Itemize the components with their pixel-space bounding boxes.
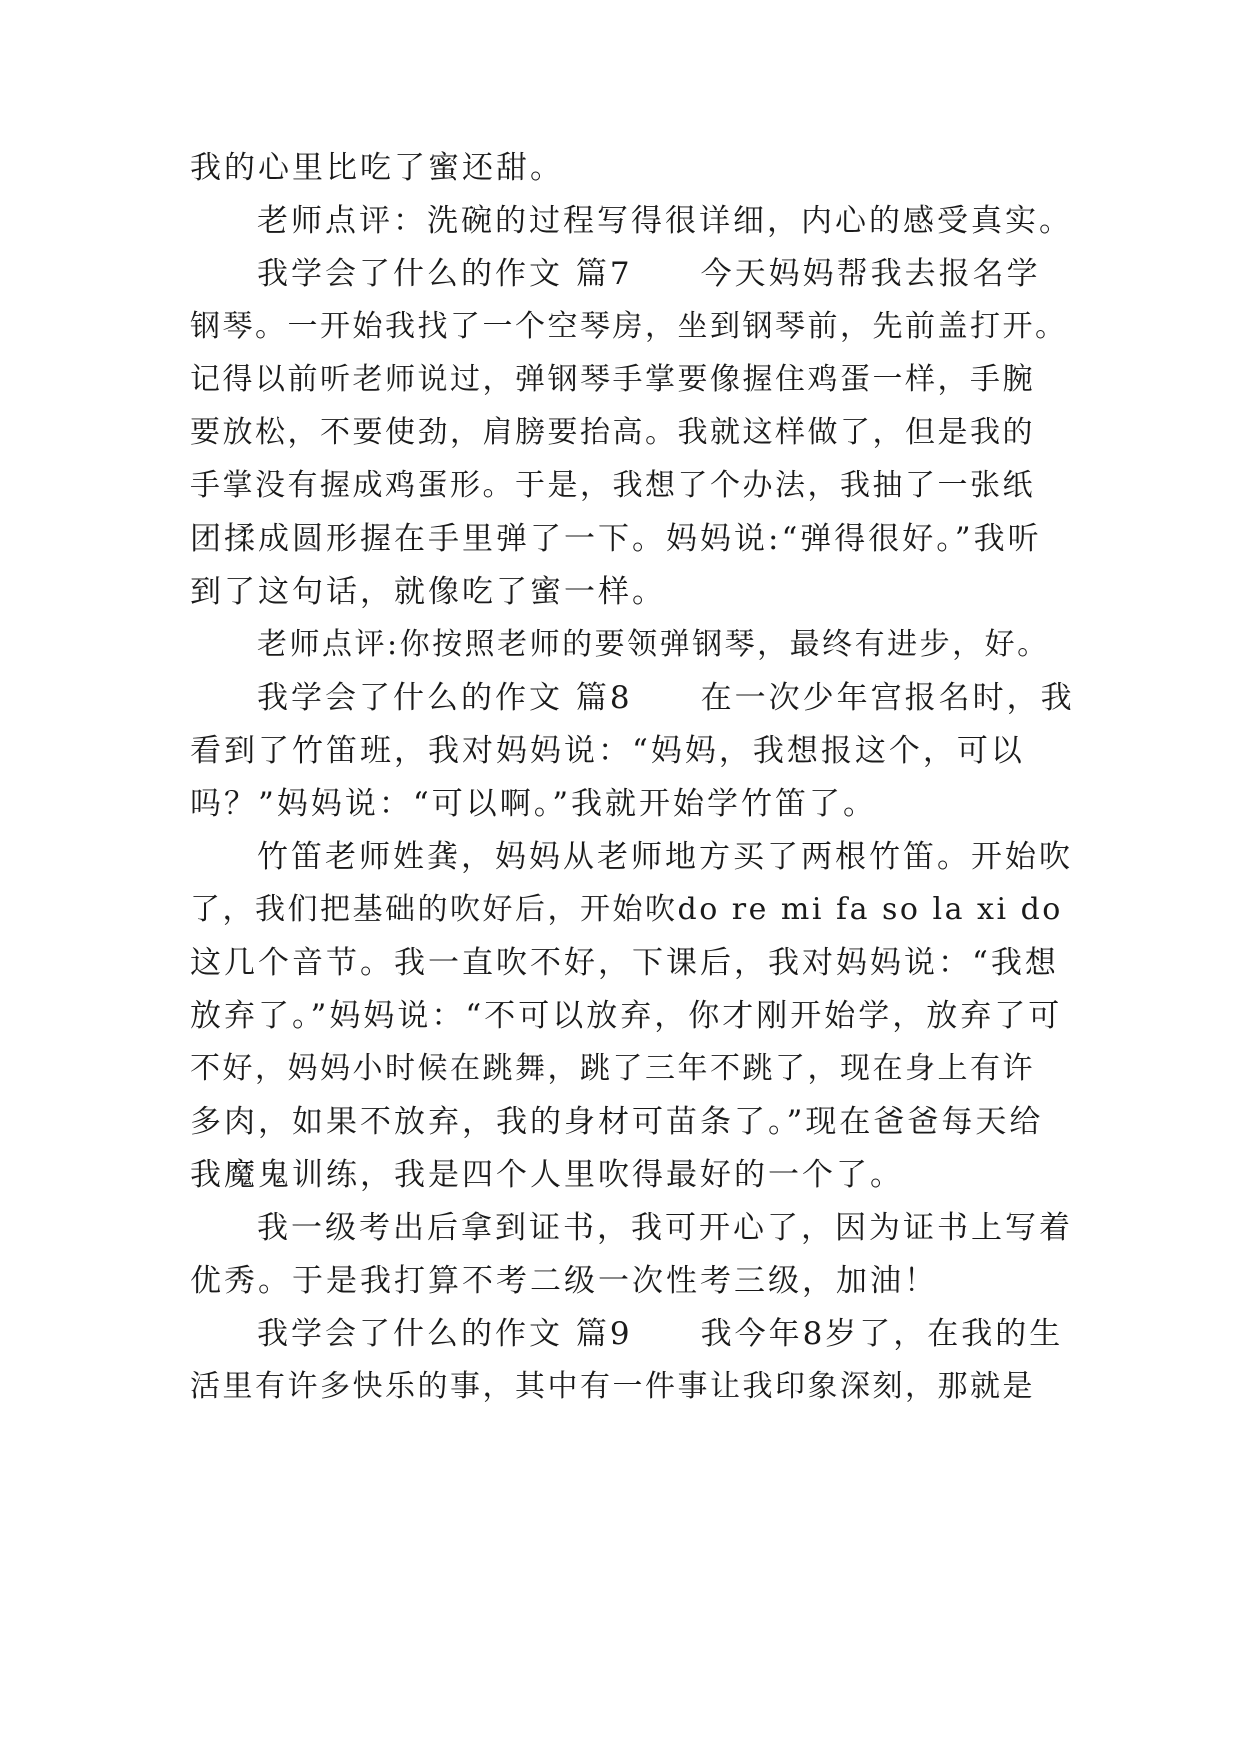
text-line: 老师点评：洗碗的过程写得很详细，内心的感受真实。 — [257, 203, 1073, 239]
text-line: 我魔鬼训练，我是四个人里吹得最好的一个了。 — [190, 1157, 904, 1193]
text-line: 我的心里比吃了蜜还甜。 — [190, 150, 564, 186]
text-line: 活里有许多快乐的事，其中有一件事让我印象深刻，那就是 — [190, 1369, 1035, 1404]
text-line: 到了这句话，就像吃了蜜一样。 — [190, 574, 666, 610]
text-line: 了，我们把基础的吹好后，开始吹do re mi fa so la xi do — [190, 892, 1063, 927]
text-line: 看到了竹笛班，我对妈妈说：“妈妈，我想报这个，可以 — [190, 733, 1025, 769]
text-line: 手掌没有握成鸡蛋形。于是，我想了个办法，我抽了一张纸 — [190, 468, 1035, 503]
text-line: 吗？”妈妈说：“可以啊。”我就开始学竹笛了。 — [190, 786, 878, 822]
text-line: 优秀。于是我打算不考二级一次性考三级，加油！ — [190, 1263, 938, 1299]
text-line: 多肉，如果不放弃，我的身材可苗条了。”现在爸爸每天给 — [190, 1104, 1044, 1140]
text-line: 我学会了什么的作文 篇9 我今年8岁了，在我的生 — [257, 1316, 1064, 1352]
text-line: 竹笛老师姓龚，妈妈从老师地方买了两根竹笛。开始吹 — [257, 839, 1073, 875]
text-line: 我学会了什么的作文 篇7 今天妈妈帮我去报名学 — [257, 256, 1041, 292]
text-line: 这几个音节。我一直吹不好，下课后，我对妈妈说：“我想 — [190, 945, 1059, 981]
text-line: 记得以前听老师说过，弹钢琴手掌要像握住鸡蛋一样，手腕 — [190, 362, 1035, 397]
text-line: 我一级考出后拿到证书，我可开心了，因为证书上写着 — [257, 1210, 1073, 1246]
text-line: 要放松，不要使劲，肩膀要抬高。我就这样做了，但是我的 — [190, 415, 1035, 450]
text-line: 我学会了什么的作文 篇8 在一次少年宫报名时，我 — [257, 680, 1075, 716]
text-line: 不好，妈妈小时候在跳舞，跳了三年不跳了，现在身上有许 — [190, 1051, 1035, 1086]
text-line: 放弃了。”妈妈说：“不可以放弃，你才刚开始学，放弃了可 — [190, 998, 1063, 1034]
text-line: 团揉成圆形握在手里弹了一下。妈妈说:“弹得很好。”我听 — [190, 521, 1042, 557]
text-line: 老师点评:你按照老师的要领弹钢琴，最终有进步，好。 — [257, 627, 1050, 662]
text-line: 钢琴。一开始我找了一个空琴房，坐到钢琴前，先前盖打开。 — [190, 309, 1068, 344]
